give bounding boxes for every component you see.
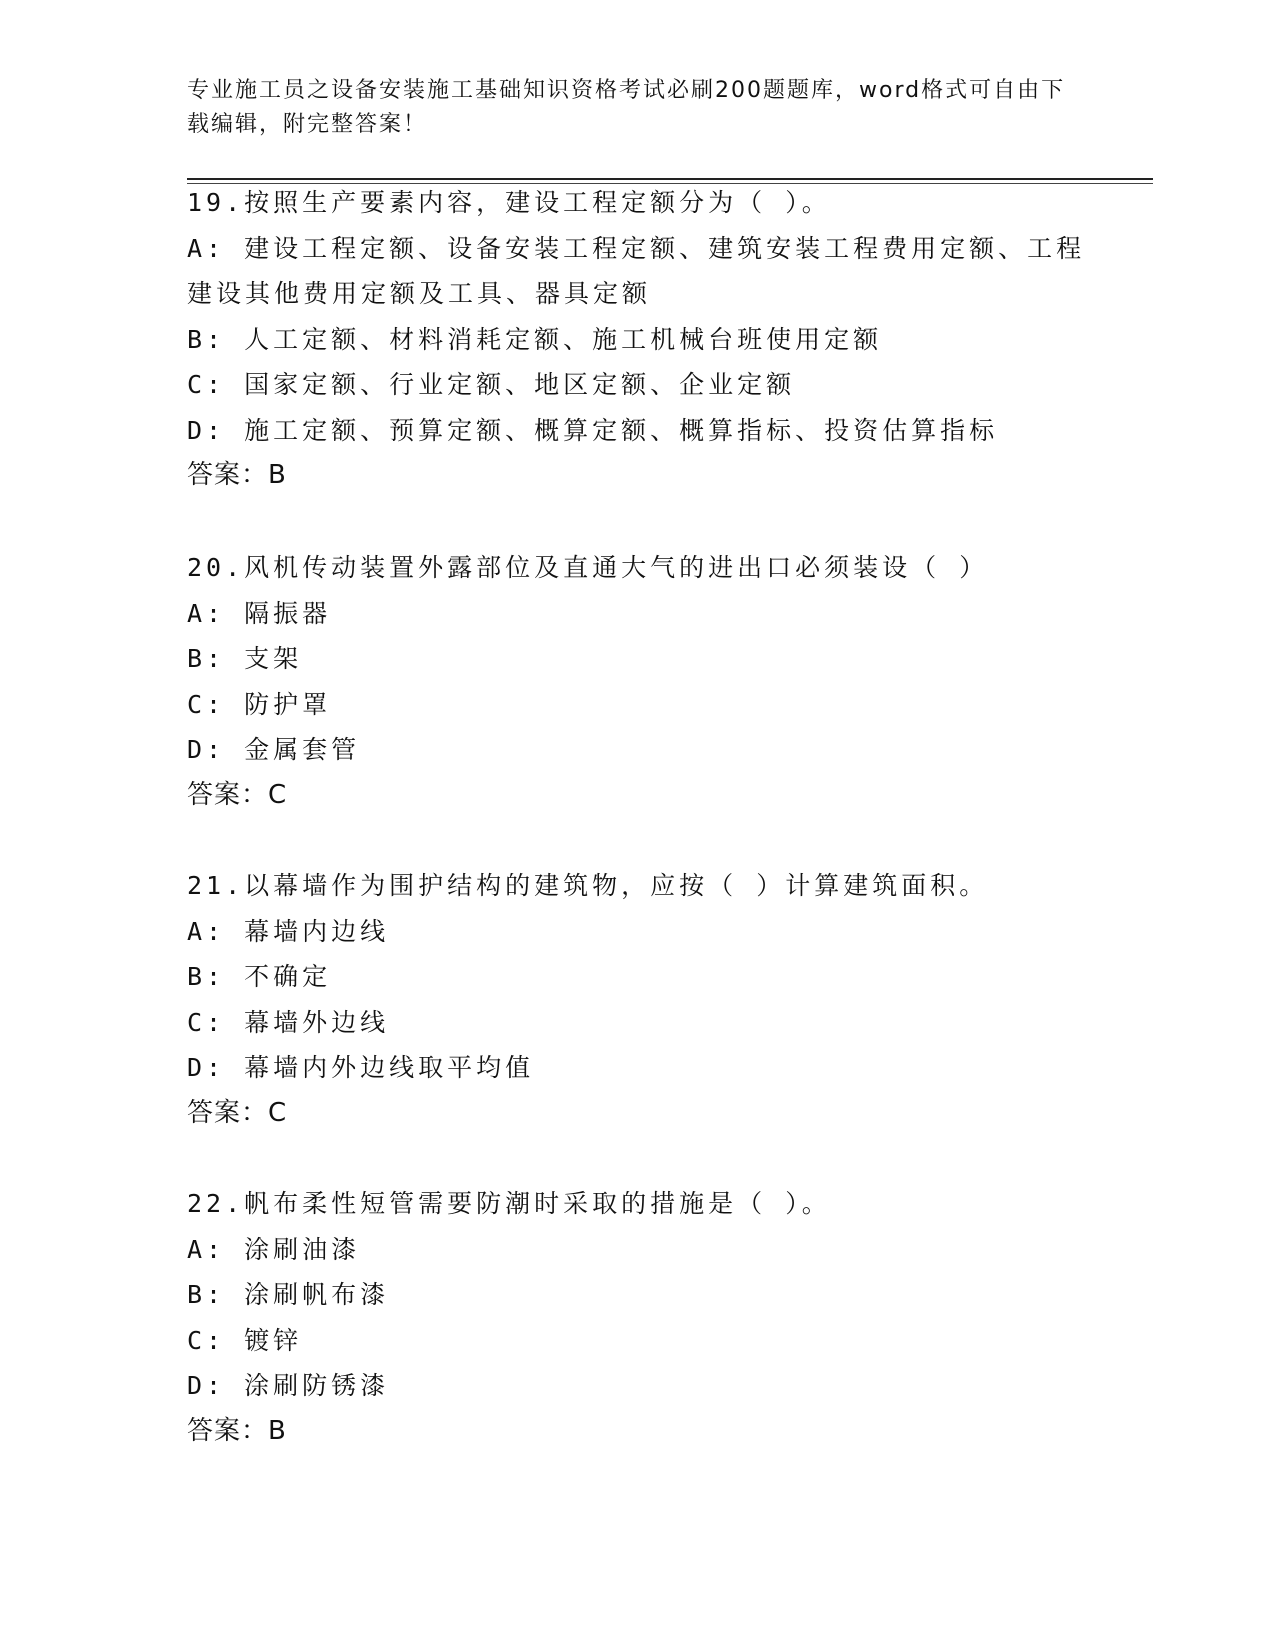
option-label: D: (187, 735, 226, 764)
option-text: 支架 (244, 644, 303, 673)
option-d (187, 1363, 1087, 1409)
option-label: C: (187, 1007, 226, 1037)
option-label: B: (187, 1280, 226, 1309)
option-b (187, 954, 1087, 1000)
option-a (187, 1227, 1087, 1273)
question-20 (187, 545, 1087, 818)
option-text: 幕墙内外边线取平均值 (244, 1053, 535, 1082)
answer-line: 答案：B (187, 1415, 287, 1446)
option-text: 涂刷防锈漆 (244, 1371, 390, 1400)
option-b (187, 317, 1087, 363)
option-text: 涂刷帆布漆 (244, 1280, 390, 1309)
option-label: B: (187, 644, 226, 673)
option-label: B: (187, 962, 226, 991)
question-19 (187, 180, 1087, 499)
option-text: 幕墙外边线 (244, 1007, 390, 1037)
question-stem: 21.以幕墙作为围护结构的建筑物，应按（ ）计算建筑面积。 (187, 871, 989, 900)
option-text: 涂刷油漆 (244, 1234, 361, 1264)
option-a (187, 591, 1087, 637)
option-d (187, 408, 1087, 454)
option-c (187, 1318, 1087, 1364)
question-stem: 22.帆布柔性短管需要防潮时采取的措施是（ ）。 (187, 1189, 831, 1218)
option-label: D: (187, 1371, 226, 1400)
option-text: 不确定 (244, 962, 332, 991)
question-21 (187, 863, 1087, 1136)
option-label: D: (187, 415, 226, 445)
option-text: 隔振器 (244, 598, 332, 628)
option-text: 金属套管 (244, 735, 361, 764)
answer-line: 答案：B (187, 460, 287, 490)
option-label: A: (187, 598, 226, 628)
answer-line: 答案：C (187, 1097, 288, 1128)
option-text: 防护罩 (244, 689, 332, 719)
option-text: 施工定额、预算定额、概算定额、概算指标、投资估算指标 (244, 415, 999, 445)
option-label: A: (187, 916, 226, 946)
option-a (187, 909, 1087, 955)
option-text: 建设工程定额、设备安装工程定额、建筑安装工程费用定额、工程建设其他费用定额及工具、器具定额 (187, 233, 1086, 308)
option-b (187, 636, 1087, 682)
option-text: 国家定额、行业定额、地区定额、企业定额 (244, 370, 796, 399)
option-label: C: (187, 1325, 226, 1355)
option-c (187, 1000, 1087, 1046)
option-b (187, 1272, 1087, 1318)
question-stem: 19.按照生产要素内容，建设工程定额分为（ ）。 (187, 188, 831, 217)
option-text: 人工定额、材料消耗定额、施工机械台班使用定额 (244, 324, 883, 354)
document-header: 专业施工员之设备安装施工基础知识资格考试必刷200题题库，word格式可自由下载编辑，附完整答案！ (187, 78, 1066, 137)
option-d (187, 727, 1087, 773)
option-a (187, 226, 1087, 317)
option-label: D: (187, 1053, 226, 1082)
question-stem: 20.风机传动装置外露部位及直通大气的进出口必须装设（ ） (187, 553, 989, 582)
option-text: 幕墙内边线 (244, 916, 390, 946)
option-d (187, 1045, 1087, 1091)
answer-line: 答案：C (187, 779, 288, 810)
option-c (187, 362, 1087, 408)
option-c (187, 682, 1087, 728)
option-label: A: (187, 233, 226, 263)
option-label: A: (187, 1234, 226, 1264)
option-label: C: (187, 689, 226, 719)
question-22 (187, 1181, 1087, 1454)
option-text: 镀锌 (244, 1325, 303, 1355)
option-label: C: (187, 370, 226, 399)
option-label: B: (187, 324, 226, 354)
